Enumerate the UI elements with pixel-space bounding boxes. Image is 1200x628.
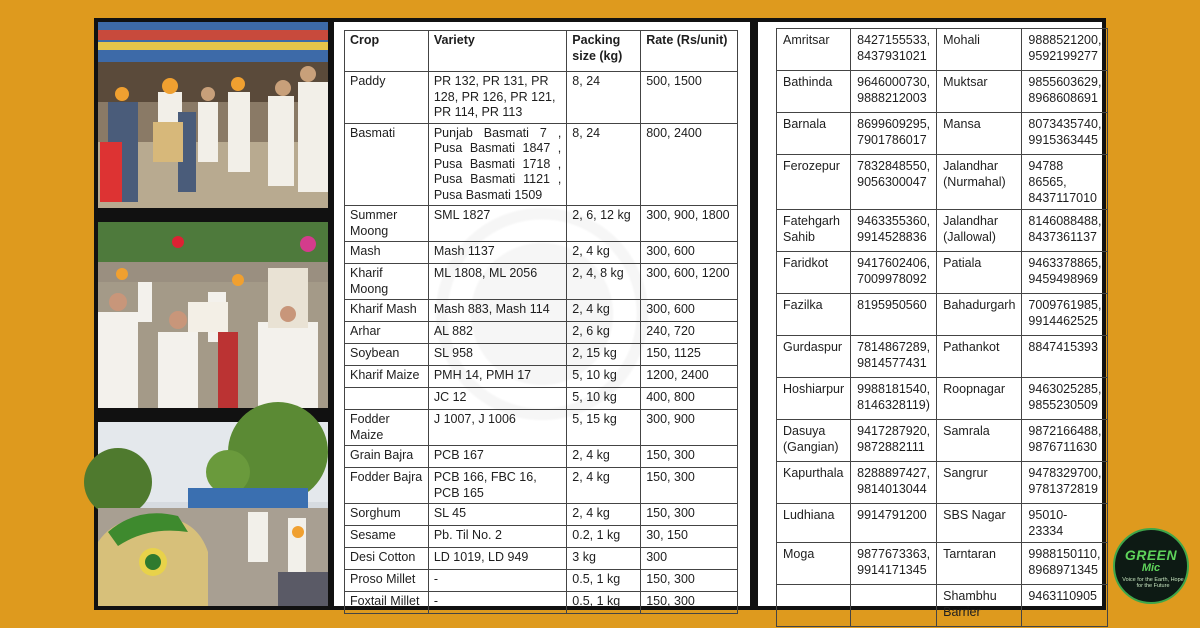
variety-cell: ML 1808, ML 2056 xyxy=(428,264,566,300)
photo-column xyxy=(98,22,328,606)
phone-cell: 8146088488, 8437361137 xyxy=(1022,210,1108,252)
table-row xyxy=(777,210,1108,252)
packing-cell: 2, 6, 12 kg xyxy=(567,206,641,242)
rate-cell: 1200, 2400 xyxy=(641,366,738,388)
rate-cell: 500, 1500 xyxy=(641,72,738,124)
table-row xyxy=(777,336,1108,378)
district-cell: Barnala xyxy=(777,113,851,155)
phone-cell: 9417287920, 9872882111 xyxy=(851,420,937,462)
rate-cell: 150, 300 xyxy=(641,468,738,504)
crop-cell xyxy=(345,388,429,410)
phone-cell: 9478329700, 9781372819 xyxy=(1022,462,1108,504)
variety-cell: Punjab Basmati 7 , Pusa Basmati 1847 , Pusa Basmati 1718 , Pusa Basmati 1121 , Pusa Basmati 1509 xyxy=(428,123,566,206)
table-row xyxy=(777,294,1108,336)
crop-cell: Soybean xyxy=(345,344,429,366)
packing-cell: 0.5, 1 kg xyxy=(567,592,641,614)
photo-crowd-queue xyxy=(98,22,328,208)
rate-cell: 150, 300 xyxy=(641,570,738,592)
table-row xyxy=(777,378,1108,420)
rate-cell: 240, 720 xyxy=(641,322,738,344)
variety-cell: Mash 883, Mash 114 xyxy=(428,300,566,322)
crop-cell: Grain Bajra xyxy=(345,446,429,468)
table-header-row xyxy=(345,31,738,72)
header-rate: Rate (Rs/unit) xyxy=(641,31,738,72)
table-row xyxy=(777,29,1108,71)
district-cell: Faridkot xyxy=(777,252,851,294)
crop-cell: Paddy xyxy=(345,72,429,124)
district-cell: Mansa xyxy=(937,113,1022,155)
table-row xyxy=(345,504,738,526)
table-row xyxy=(777,504,1108,543)
table-row xyxy=(345,388,738,410)
packing-cell: 0.2, 1 kg xyxy=(567,526,641,548)
variety-cell: Mash 1137 xyxy=(428,242,566,264)
logo-line-2: Mic xyxy=(1141,562,1161,574)
crop-cell: Summer Moong xyxy=(345,206,429,242)
district-contacts-panel xyxy=(758,22,1102,619)
district-cell: Shambhu Barrier xyxy=(937,585,1022,627)
phone-cell: 9877673363, 9914171345 xyxy=(851,543,937,585)
district-cell: Ferozepur xyxy=(777,155,851,210)
packing-cell: 5, 10 kg xyxy=(567,388,641,410)
variety-cell: - xyxy=(428,592,566,614)
phone-cell: 9463025285, 9855230509 xyxy=(1022,378,1108,420)
variety-cell: J 1007, J 1006 xyxy=(428,410,566,446)
district-cell: Hoshiarpur xyxy=(777,378,851,420)
phone-cell: 9914791200 xyxy=(851,504,937,543)
variety-cell: PCB 166, FBC 16, PCB 165 xyxy=(428,468,566,504)
table-row xyxy=(777,420,1108,462)
packing-cell: 8, 24 xyxy=(567,72,641,124)
phone-cell: 8427155533, 8437931021 xyxy=(851,29,937,71)
table-row xyxy=(777,113,1108,155)
district-cell: Jalandhar (Nurmahal) xyxy=(937,155,1022,210)
packing-cell: 5, 15 kg xyxy=(567,410,641,446)
variety-cell: SL 958 xyxy=(428,344,566,366)
table-row xyxy=(777,585,1108,627)
variety-cell: Pb. Til No. 2 xyxy=(428,526,566,548)
table-row xyxy=(345,206,738,242)
table-row xyxy=(345,242,738,264)
packing-cell: 2, 15 kg xyxy=(567,344,641,366)
packing-cell: 2, 4 kg xyxy=(567,504,641,526)
district-cell: Sangrur xyxy=(937,462,1022,504)
variety-cell: SL 45 xyxy=(428,504,566,526)
phone-cell: 9463110905 xyxy=(1022,585,1108,627)
crop-cell: Desi Cotton xyxy=(345,548,429,570)
phone-cell: 8073435740, 9915363445 xyxy=(1022,113,1108,155)
header-variety: Variety xyxy=(428,31,566,72)
table-row xyxy=(345,123,738,206)
rate-cell: 400, 800 xyxy=(641,388,738,410)
rate-cell: 150, 1125 xyxy=(641,344,738,366)
table-row xyxy=(345,72,738,124)
phone-cell: 9988181540, 8146328119) xyxy=(851,378,937,420)
green-mic-logo xyxy=(1113,528,1189,604)
rate-cell: 800, 2400 xyxy=(641,123,738,206)
variety-cell: JC 12 xyxy=(428,388,566,410)
district-contacts-table xyxy=(776,28,1108,627)
district-cell: Roopnagar xyxy=(937,378,1022,420)
packing-cell: 3 kg xyxy=(567,548,641,570)
district-cell: Kapurthala xyxy=(777,462,851,504)
district-cell: Fatehgarh Sahib xyxy=(777,210,851,252)
packing-cell: 2, 4, 8 kg xyxy=(567,264,641,300)
photo-street-stalls xyxy=(98,422,328,606)
district-cell: Jalandhar (Jallowal) xyxy=(937,210,1022,252)
table-row xyxy=(777,155,1108,210)
phone-cell: 7009761985, 9914462525 xyxy=(1022,294,1108,336)
table-row xyxy=(345,366,738,388)
phone-cell: 9463355360, 9914528836 xyxy=(851,210,937,252)
crop-cell: Sesame xyxy=(345,526,429,548)
phone-cell: 7814867289, 9814577431 xyxy=(851,336,937,378)
packing-cell: 2, 4 kg xyxy=(567,446,641,468)
variety-cell: PR 132, PR 131, PR 128, PR 126, PR 121, PR 114, PR 113 xyxy=(428,72,566,124)
phone-cell: 9463378865, 9459498969 xyxy=(1022,252,1108,294)
crop-variety-panel xyxy=(334,22,750,606)
crop-cell: Kharif Maize xyxy=(345,366,429,388)
district-cell xyxy=(777,585,851,627)
rate-cell: 300, 900 xyxy=(641,410,738,446)
district-cell: Fazilka xyxy=(777,294,851,336)
table-row xyxy=(345,446,738,468)
crop-cell: Kharif Moong xyxy=(345,264,429,300)
rate-cell: 150, 300 xyxy=(641,592,738,614)
district-cell: Ludhiana xyxy=(777,504,851,543)
phone-cell: 9855603629, 8968608691 xyxy=(1022,71,1108,113)
crop-cell: Fodder Bajra xyxy=(345,468,429,504)
district-cell: Bahadurgarh xyxy=(937,294,1022,336)
table-row xyxy=(345,410,738,446)
variety-cell: SML 1827 xyxy=(428,206,566,242)
district-cell: Moga xyxy=(777,543,851,585)
district-cell: Patiala xyxy=(937,252,1022,294)
table-row xyxy=(345,264,738,300)
district-cell: Gurdaspur xyxy=(777,336,851,378)
table-row xyxy=(777,71,1108,113)
variety-cell: PMH 14, PMH 17 xyxy=(428,366,566,388)
phone-cell: 9646000730, 9888212003 xyxy=(851,71,937,113)
crop-cell: Basmati xyxy=(345,123,429,206)
table-row xyxy=(777,543,1108,585)
district-cell: Samrala xyxy=(937,420,1022,462)
packing-cell: 5, 10 kg xyxy=(567,366,641,388)
table-row xyxy=(345,322,738,344)
phone-cell: 9872166488, 9876711630 xyxy=(1022,420,1108,462)
phone-cell: 94788 86565, 8437117010 xyxy=(1022,155,1108,210)
district-cell: Amritsar xyxy=(777,29,851,71)
logo-line-1: GREEN xyxy=(1124,547,1178,563)
district-cell: Tarntaran xyxy=(937,543,1022,585)
district-cell: Pathankot xyxy=(937,336,1022,378)
crop-cell: Foxtail Millet xyxy=(345,592,429,614)
rate-cell: 300, 600 xyxy=(641,242,738,264)
district-cell: SBS Nagar xyxy=(937,504,1022,543)
crop-cell: Proso Millet xyxy=(345,570,429,592)
phone-cell: 7832848550, 9056300047 xyxy=(851,155,937,210)
header-packing-size: Packing size (kg) xyxy=(567,31,641,72)
packing-cell: 2, 4 kg xyxy=(567,468,641,504)
table-row xyxy=(345,468,738,504)
phone-cell: 8288897427, 9814013044 xyxy=(851,462,937,504)
table-row xyxy=(345,592,738,614)
photo-crowd-sacks xyxy=(98,222,328,408)
packing-cell: 2, 4 kg xyxy=(567,300,641,322)
crop-cell: Arhar xyxy=(345,322,429,344)
district-cell: Dasuya (Gangian) xyxy=(777,420,851,462)
table-row xyxy=(345,344,738,366)
phone-cell: 9988150110, 8968971345 xyxy=(1022,543,1108,585)
table-row xyxy=(777,252,1108,294)
header-crop: Crop xyxy=(345,31,429,72)
table-row xyxy=(345,548,738,570)
crop-variety-table xyxy=(344,30,738,614)
phone-cell xyxy=(851,585,937,627)
district-cell: Bathinda xyxy=(777,71,851,113)
variety-cell: PCB 167 xyxy=(428,446,566,468)
logo-tagline: Voice for the Earth, Hope for the Future xyxy=(1122,577,1184,589)
packing-cell: 8, 24 xyxy=(567,123,641,206)
table-row xyxy=(345,570,738,592)
phone-cell: 9888521200, 9592199277 xyxy=(1022,29,1108,71)
phone-cell: 8699609295, 7901786017 xyxy=(851,113,937,155)
rate-cell: 300, 900, 1800 xyxy=(641,206,738,242)
crop-cell: Sorghum xyxy=(345,504,429,526)
phone-cell: 9417602406, 7009978092 xyxy=(851,252,937,294)
rate-cell: 150, 300 xyxy=(641,446,738,468)
phone-cell: 8195950560 xyxy=(851,294,937,336)
rate-cell: 150, 300 xyxy=(641,504,738,526)
crop-cell: Fodder Maize xyxy=(345,410,429,446)
variety-cell: - xyxy=(428,570,566,592)
table-row xyxy=(777,462,1108,504)
district-cell: Mohali xyxy=(937,29,1022,71)
crop-cell: Kharif Mash xyxy=(345,300,429,322)
packing-cell: 0.5, 1 kg xyxy=(567,570,641,592)
table-row xyxy=(345,526,738,548)
table-row xyxy=(345,300,738,322)
packing-cell: 2, 4 kg xyxy=(567,242,641,264)
rate-cell: 300, 600 xyxy=(641,300,738,322)
rate-cell: 30, 150 xyxy=(641,526,738,548)
rate-cell: 300, 600, 1200 xyxy=(641,264,738,300)
crop-cell: Mash xyxy=(345,242,429,264)
district-cell: Muktsar xyxy=(937,71,1022,113)
packing-cell: 2, 6 kg xyxy=(567,322,641,344)
phone-cell: 8847415393 xyxy=(1022,336,1108,378)
variety-cell: AL 882 xyxy=(428,322,566,344)
phone-cell: 95010-23334 xyxy=(1022,504,1108,543)
variety-cell: LD 1019, LD 949 xyxy=(428,548,566,570)
rate-cell: 300 xyxy=(641,548,738,570)
